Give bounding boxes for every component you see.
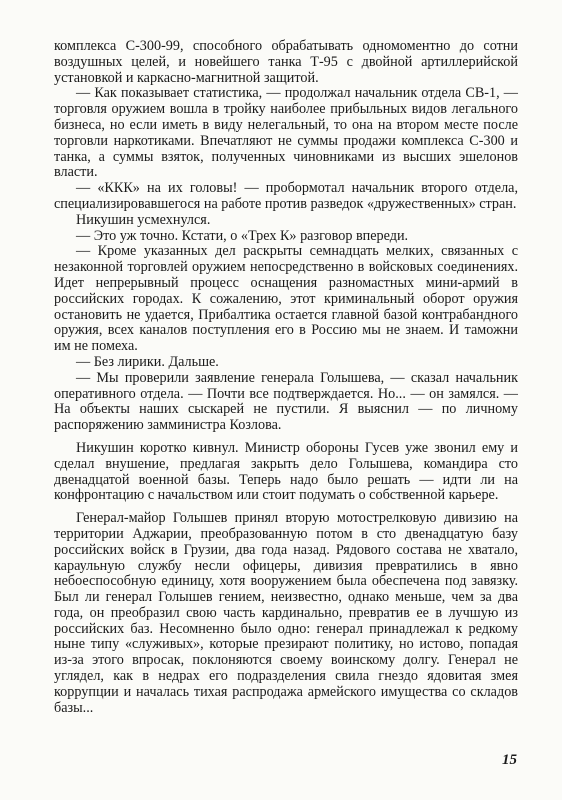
paragraph: — Как показывает статистика, — продолжал начальник отдела СВ-1, — торговля оружием вошла в тройку наиболее прибыльных видов легального бизнеса, но если иметь в виду нелегальный, то она на втором месте после торговли наркотиками. Впечатляют не суммы продажи комплекса С-300 и танка, а суммы взяток, полученных чиновниками из высших эшелонов власти. [54,85,518,181]
paragraph: — Кроме указанных дел раскрыты семнадцать мелких, связанных с незаконной торговлей оружием непосредственно в войсковых соединениях. Идет непрерывный процесс оснащения разномастных мини-армий в российских городах. К сожалению, этот криминальный оборот оружия остановить не удается, Прибалтика остается главной базой контрабандного оружия, всех каналов поступления его в Россию мы не знаем. И таможни им не помеха. [54,243,518,355]
paragraph: — «ККК» на их головы! — пробормотал начальник второго отдела, специализировавшегося на работе против разведок «дружественных» стран. [54,180,518,212]
paragraph: — Мы проверили заявление генерала Голышева, — сказал начальник оперативного отдела. — Почти все подтверждается. Но... — он замялся. — На объекты наших сыскарей не пустили. Я выяснил — по личному распоряжению замминистра Козлова. [54,369,518,434]
paragraph: комплекса С-300-99, способного обрабатывать одномоментно до сотни воздушных целей, и новейшего танка Т-95 с двойной артиллерийской установкой и каркасно-магнитной защитой. [54,38,518,86]
paragraph: Никушин коротко кивнул. Министр обороны Гусев уже звонил ему и сделал внушение, предлагая закрыть дело Голышева, командира сто двенадцатой военной базы. Теперь надо было решать — идти ли на конфронтацию с начальством или стоит подумать о собственной карьере. [54,439,518,504]
page-number: 15 [502,752,517,768]
paragraph: — Без лирики. Дальше. [76,353,219,370]
body-text [54,39,518,716]
paragraph: — Это уж точно. Кстати, о «Трех К» разговор впереди. [76,227,409,244]
paragraph: Никушин усмехнулся. [76,211,211,228]
paragraph: Генерал-майор Голышев принял вторую мотострелковую дивизию на территории Аджарии, преобразованную потом в сто двенадцатую базу российских войск в Грузии, два года назад. Рядового состава не хватало, караульную службу несли офицеры, дивизия превратились в явно небоеспособную единицу, хотя вооружением была обеспечена под завязку. Был ли генерал Голышев гением, неизвестно, однако меньше, чем за два года, он преобразил свою часть кардинально, превратив ее в лучшую из российских баз. Несомненно было одно: генерал принадлежал к редкому ныне типу «служивых», которые презирают политику, но истово, попадая из-за этого впросак, поклоняются своему воинскому долгу. Генерал не углядел, как в недрах его подразделения свила гнездо ядовитая змея коррупции и началась тихая распродажа армейского имущества со складов базы... [54,510,518,716]
